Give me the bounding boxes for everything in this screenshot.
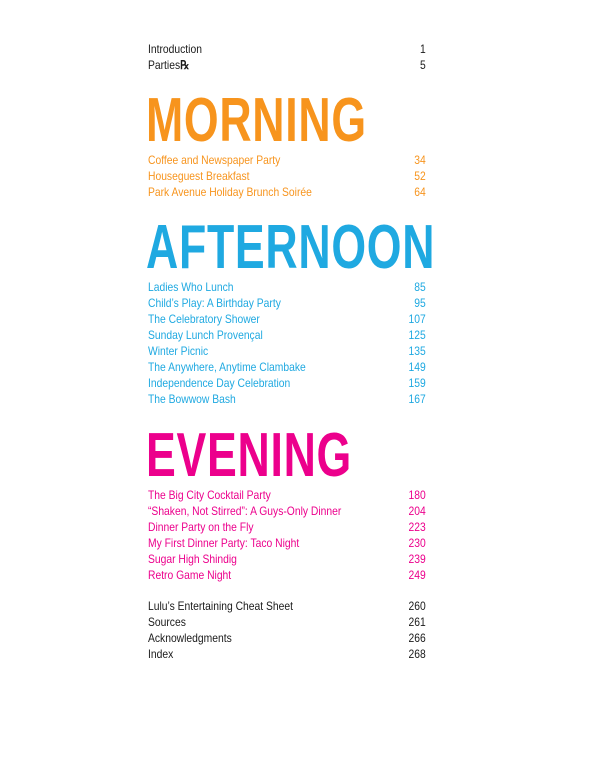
toc-entry-title: Park Avenue Holiday Brunch Soirée [148,185,312,199]
toc-entry-title: Ladies Who Lunch [148,280,234,294]
toc-entry[interactable] [148,327,426,343]
toc-entry[interactable] [148,375,426,391]
toc-entry-page: 1 [420,42,426,56]
toc-entry[interactable] [148,279,426,295]
toc-entry-page: 223 [408,520,426,534]
toc-entry-page: 239 [408,552,426,566]
toc-entry-title: Sugar High Shindig [148,552,237,566]
toc-entry-page: 52 [414,169,426,183]
toc-entry-page: 204 [408,504,426,518]
toc-entry-title: Index [148,647,174,661]
toc-entry-page: 180 [408,488,426,502]
toc-entry-page: 85 [414,280,426,294]
toc-entry-parties-rx[interactable] [148,57,426,73]
toc-entry[interactable] [148,359,426,375]
toc-entry-introduction[interactable] [148,41,426,57]
toc-entry[interactable] [148,519,426,535]
toc-entry[interactable] [148,152,426,168]
toc-entry-page: 260 [408,599,426,613]
toc-entry-title: Lulu’s Entertaining Cheat Sheet [148,599,293,613]
toc-entry-title: Houseguest Breakfast [148,169,250,183]
toc-entry[interactable] [148,551,426,567]
toc-entry-page: 95 [414,296,426,310]
toc-entry[interactable] [148,598,426,614]
toc-entry-title: Sunday Lunch Provençal [148,328,263,342]
toc-entry-page: 34 [414,153,426,167]
toc-entry-title: Parties [148,58,181,72]
toc-entry-title: The Celebratory Shower [148,312,260,326]
toc-entry-page: 268 [408,647,426,661]
toc-entry-title: The Big City Cocktail Party [148,488,271,502]
toc-entry[interactable] [148,535,426,551]
toc-entry-title: My First Dinner Party: Taco Night [148,536,300,550]
toc-entry[interactable] [148,295,426,311]
toc-entry-page: 64 [414,185,426,199]
section-heading-morning: MORNING [146,86,367,155]
toc-entry-page: 249 [408,568,426,582]
toc-entry-title: Dinner Party on the Fly [148,520,254,534]
section-heading-evening: EVENING [146,421,352,490]
toc-entry-title: Introduction [148,42,202,56]
toc-entry-page: 167 [408,392,426,406]
toc-entry-page: 261 [408,615,426,629]
toc-entry-title: Acknowledgments [148,631,232,645]
toc-entry[interactable] [148,487,426,503]
toc-entry-title: “Shaken, Not Stirred”: A Guys-Only Dinner [148,504,342,518]
toc-entry[interactable] [148,567,426,583]
toc-entry[interactable] [148,343,426,359]
toc-entry-page: 230 [408,536,426,550]
toc-entry-title: Independence Day Celebration [148,376,291,390]
toc-entry[interactable] [148,503,426,519]
toc-entry-title-group [148,57,189,73]
toc-entry[interactable] [148,184,426,200]
toc-entry[interactable] [148,391,426,407]
toc-entry-page: 125 [408,328,426,342]
toc-entry-page: 135 [408,344,426,358]
toc-entry-title: The Bowwow Bash [148,392,236,406]
toc-entry-title: The Anywhere, Anytime Clambake [148,360,306,374]
toc-entry[interactable] [148,311,426,327]
toc-entry-page: 149 [408,360,426,374]
toc-entry-title: Child’s Play: A Birthday Party [148,296,281,310]
toc-entry-title: Winter Picnic [148,344,209,358]
section-heading-afternoon: AFTERNOON [146,213,436,282]
toc-entry-title: Retro Game Night [148,568,232,582]
toc-entry[interactable] [148,630,426,646]
rx-icon: ℞ [180,58,190,72]
toc-entry-page: 107 [408,312,426,326]
toc-entry[interactable] [148,614,426,630]
toc-entry-title: Coffee and Newspaper Party [148,153,281,167]
toc-entry-title: Sources [148,615,186,629]
toc-entry-page: 159 [408,376,426,390]
toc-entry-page: 266 [408,631,426,645]
toc-entry-page: 5 [420,58,426,72]
toc-entry[interactable] [148,168,426,184]
toc-entry[interactable] [148,646,426,662]
